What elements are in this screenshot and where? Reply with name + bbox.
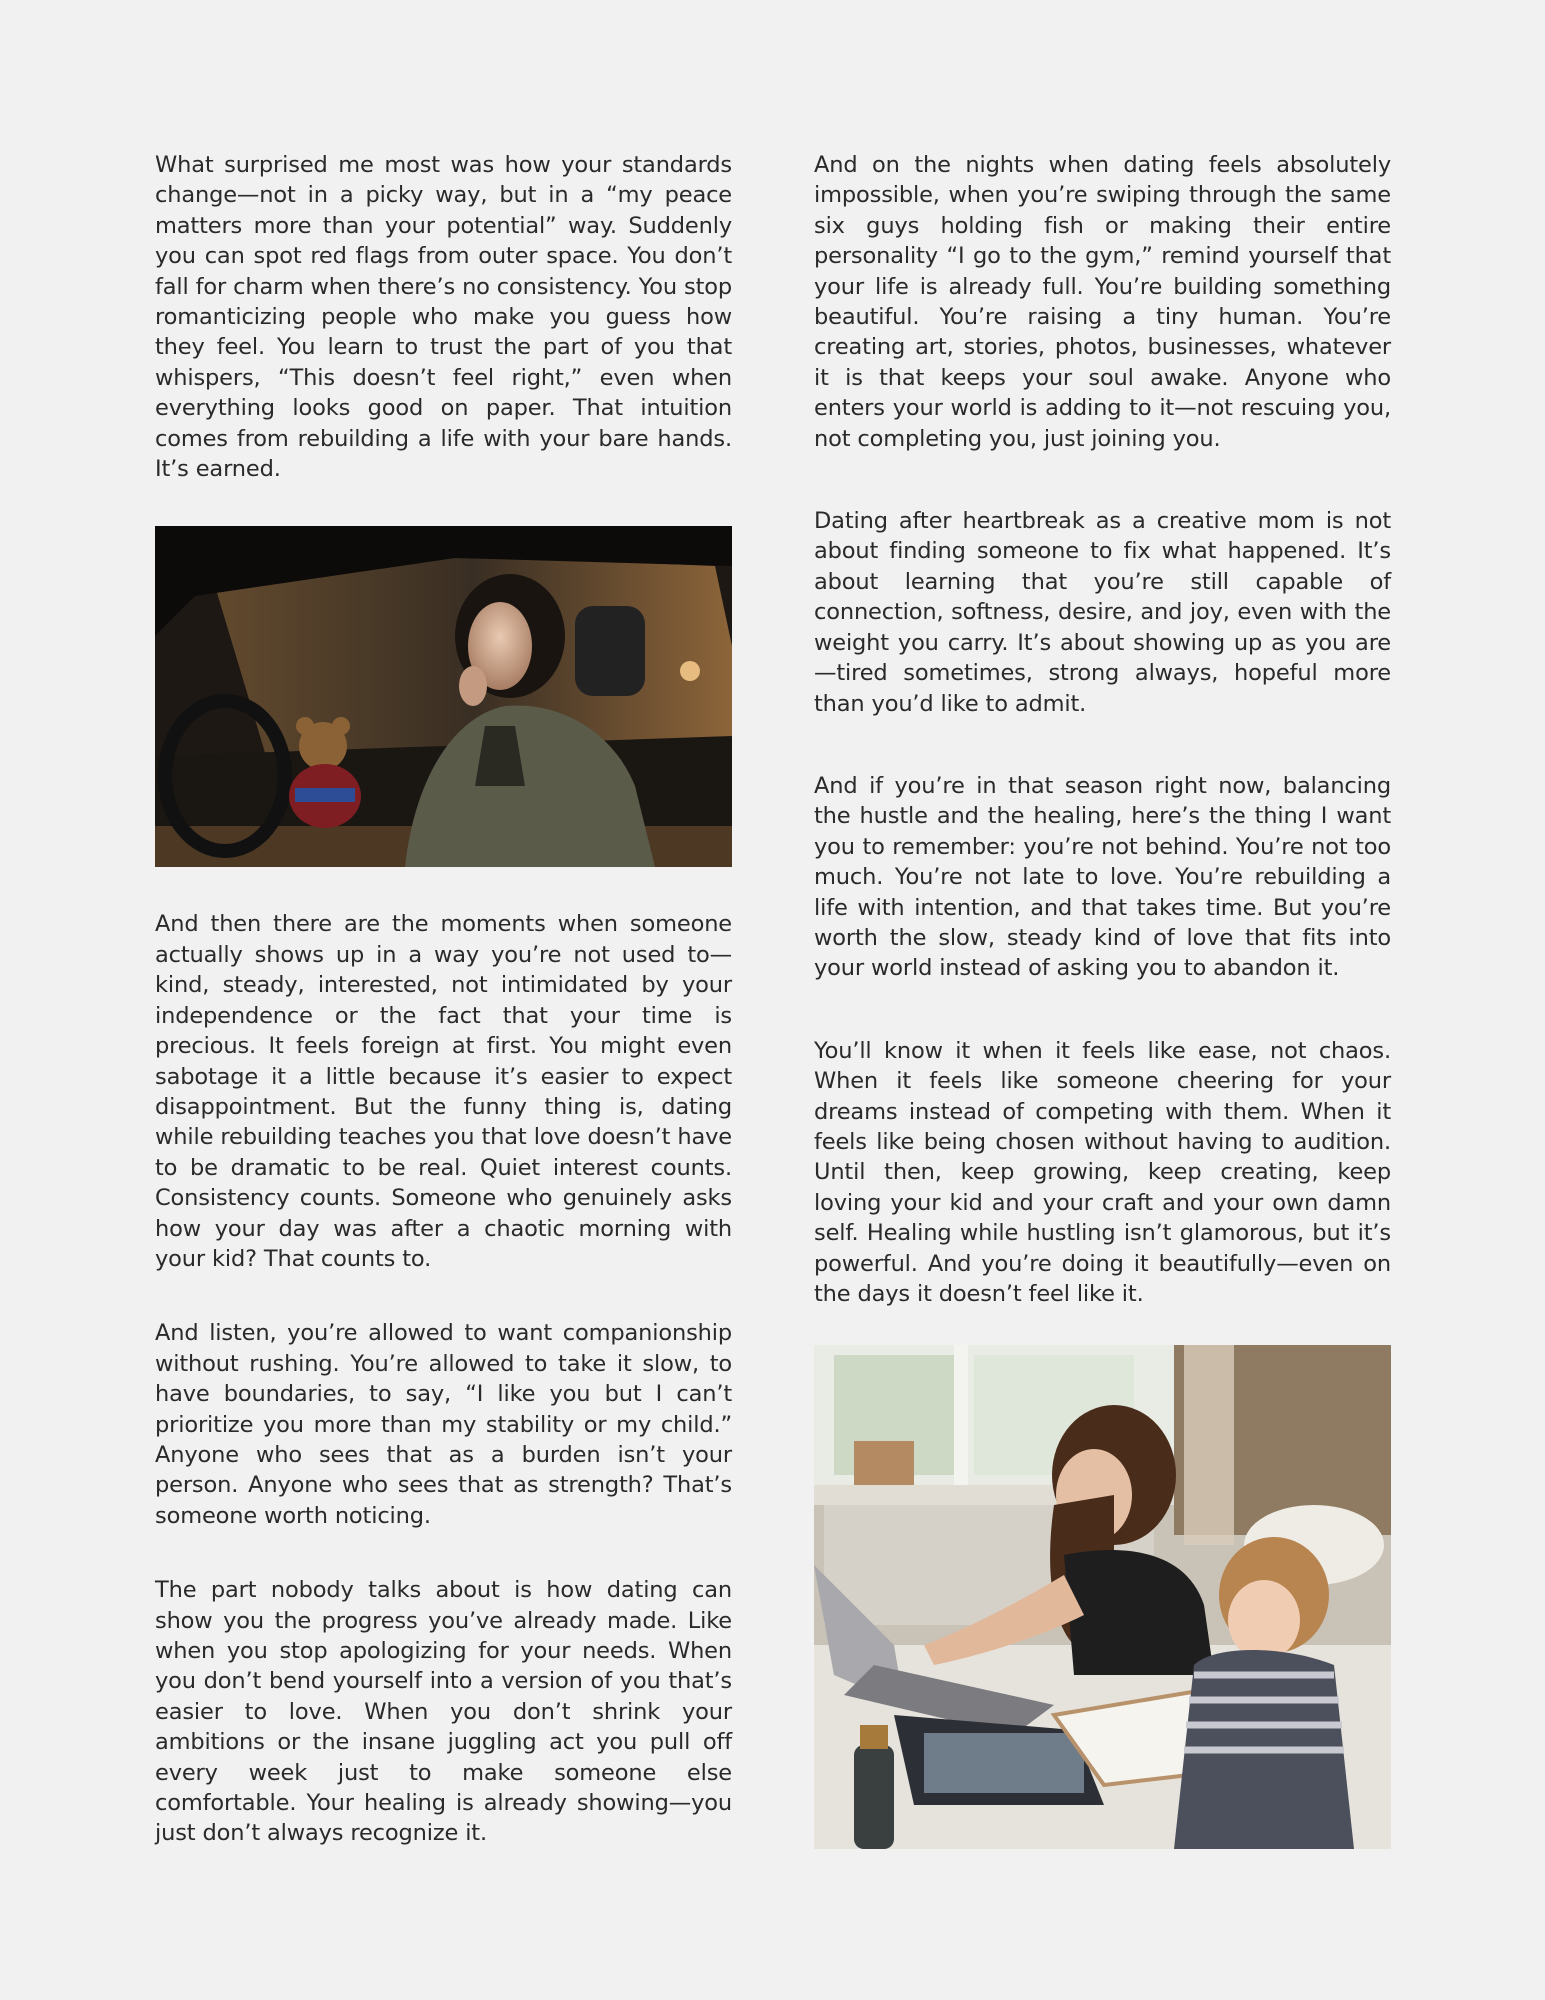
paragraph: And listen, you’re allowed to want companionship without rushing. You’re allowed to take it slow, to have boundaries, to say, “I like you but I can’t prioritize you more than my stability or my child.” Anyone who sees that as a burden isn’t your person. Anyone who sees that as strength? That’s someone worth noticing. — [155, 1320, 732, 1529]
family-photo-illustration — [814, 1345, 1391, 1849]
family-photo — [814, 1345, 1391, 1849]
car-photo-illustration — [155, 526, 732, 867]
paragraph: The part nobody talks about is how dating can show you the progress you’ve already made. Like when you stop apologizing for your needs. When you don’t bend yourself into a version of you that’s easier to love. When you don’t shrink your ambitions or the insane juggling act you pull off every week just to make someone else comfortable. Your healing is already showing—you just don’t always recognize it. — [155, 1577, 732, 1847]
right-column — [814, 150, 1391, 1849]
paragraph: And if you’re in that season right now, balancing the hustle and the healing, here’s the thing I want you to remember: you’re not behind. You’re not too much. You’re not late to love. You’re rebuilding a life with intention, and that takes time. But you’re worth the slow, steady kind of love that fits into your world instead of asking you to abandon it. — [814, 772, 1391, 982]
paragraph: What surprised me most was how your standards change—not in a picky way, but in a “my peace matters more than your potential” way. Suddenly you can spot red flags from outer space. You don’t fall for charm when there’s no consistency. You stop romanticizing people who make you guess how they feel. You learn to trust the part of you that whispers, “This doesn’t feel right,” even when everything looks good on paper. That intuition comes from rebuilding a life with your bare hands. It’s earned. — [155, 152, 732, 483]
paragraph: And then there are the moments when someone actually shows up in a way you’re not used to—kind, steady, interested, not intimidated by your independence or the fact that your time is precious. It feels foreign at first. You might even sabotage it a little because it’s easier to expect disappointment. But the funny thing is, dating while rebuilding teaches you that love doesn’t have to be dramatic to be real. Quiet interest counts. Consistency counts. Someone who genuinely asks how your day was after a chaotic morning with your kid? That counts to. — [155, 911, 732, 1272]
car-photo — [155, 526, 732, 867]
paragraph: Dating after heartbreak as a creative mom is not about finding someone to fix what happened. It’s about learning that you’re still capable of connection, softness, desire, and joy, even with the weight you carry. It’s about showing up as you are—tired sometimes, strong always, hopeful more than you’d like to admit. — [814, 508, 1391, 717]
paragraph: You’ll know it when it feels like ease, not chaos. When it feels like someone cheering for your dreams instead of competing with them. When it feels like being chosen without having to audition. Until then, keep growing, keep creating, keep loving your kid and your craft and your own damn self. Healing while hustling isn’t glamorous, but it’s powerful. And you’re doing it beautifully—even on the days it doesn’t feel like it. — [814, 1037, 1391, 1307]
paragraph: And on the nights when dating feels absolutely impossible, when you’re swiping through the same six guys holding fish or making their entire personality “I go to the gym,” remind yourself that your life is already full. You’re building something beautiful. You’re raising a tiny human. You’re creating art, stories, photos, businesses, whatever it is that keeps your soul awake. Anyone who enters your world is adding to it—not rescuing you, not completing you, just joining you. — [814, 152, 1391, 452]
left-column — [155, 150, 732, 1849]
